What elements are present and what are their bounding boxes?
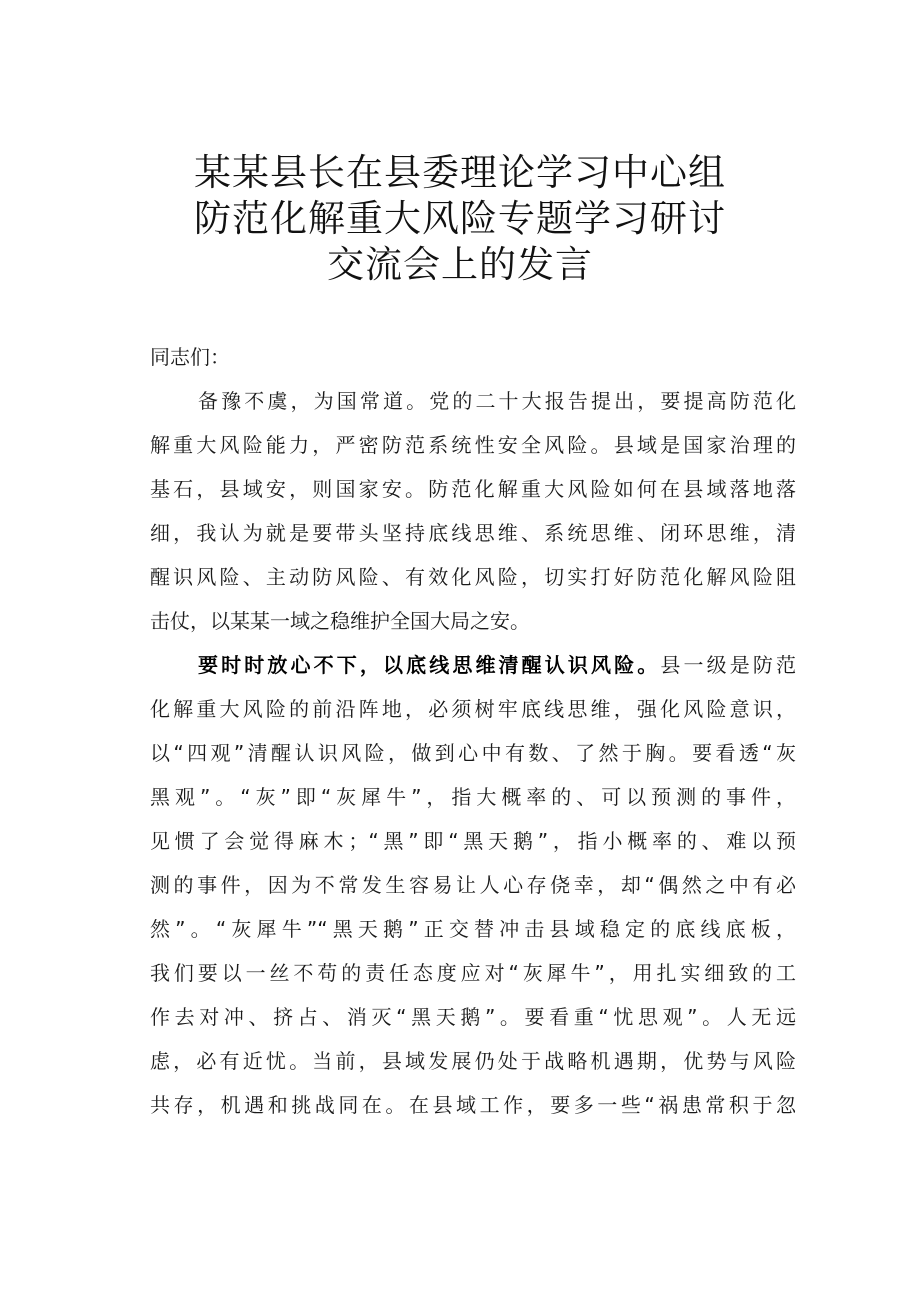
paragraph-1-line-1: 备豫不虞，为国常道。党的二十大报告提出，要提高防范化 [198, 389, 796, 413]
paragraph-2-line-3: 以“四观”清醒认识风险，做到心中有数、了然于胸。要看透“灰 [150, 741, 796, 765]
paragraph-2-line-4: 黑观”。“灰”即“灰犀牛”，指大概率的、可以预测的事件， [150, 785, 796, 809]
title-line-3: 交流会上的发言 [327, 243, 593, 286]
paragraph-2-first-line-rest: 县一级是防范 [660, 653, 796, 677]
paragraph-2-line-5: 见惯了会觉得麻木；“黑”即“黑天鹅”，指小概率的、难以预 [150, 829, 796, 853]
paragraph-2-line-11: 共存，机遇和挑战同在。在县域工作，要多一些“祸患常积于忽 [150, 1093, 796, 1117]
paragraph-1-line-6: 击仗，以某某一域之稳维护全国大局之安。 [150, 609, 530, 633]
paragraph-2-line-8: 我们要以一丝不苟的责任态度应对“灰犀牛”，用扎实细致的工 [150, 961, 796, 985]
paragraph-1-line-3: 基石，县域安，则国家安。防范化解重大风险如何在县域落地落 [150, 477, 796, 501]
paragraph-2-line-7: 然”。“灰犀牛”“黑天鹅”正交替冲击县域稳定的底线底板， [150, 917, 796, 941]
title-line-2: 防范化解重大风险专题学习研讨 [194, 197, 726, 240]
paragraph-2-line-2: 化解重大风险的前沿阵地，必须树牢底线思维，强化风险意识， [150, 697, 796, 721]
paragraph-1-line-5: 醒识风险、主动防风险、有效化风险，切实打好防范化解风险阻 [150, 565, 796, 589]
paragraph-2-line-9: 作去对冲、挤占、消灭“黑天鹅”。要看重“忧思观”。人无远 [150, 1005, 796, 1029]
paragraph-2-line-6: 测的事件，因为不常发生容易让人心存侥幸，却“偶然之中有必 [150, 873, 796, 897]
paragraph-1-line-2: 解重大风险能力，严密防范系统性安全风险。县域是国家治理的 [150, 433, 796, 457]
paragraph-2-line-1 [198, 643, 796, 687]
paragraph-2-line-10: 虑，必有近忧。当前，县域发展仍处于战略机遇期，优势与风险 [150, 1049, 796, 1073]
paragraph-1-line-4: 细，我认为就是要带头坚持底线思维、系统思维、闭环思维，清 [150, 521, 796, 545]
paragraph-2-heading: 要时时放心不下，以底线思维清醒认识风险。 [198, 653, 661, 677]
document-title [0, 150, 920, 288]
salutation: 同志们： [150, 345, 230, 369]
title-line-1: 某某县长在县委理论学习中心组 [194, 151, 726, 194]
